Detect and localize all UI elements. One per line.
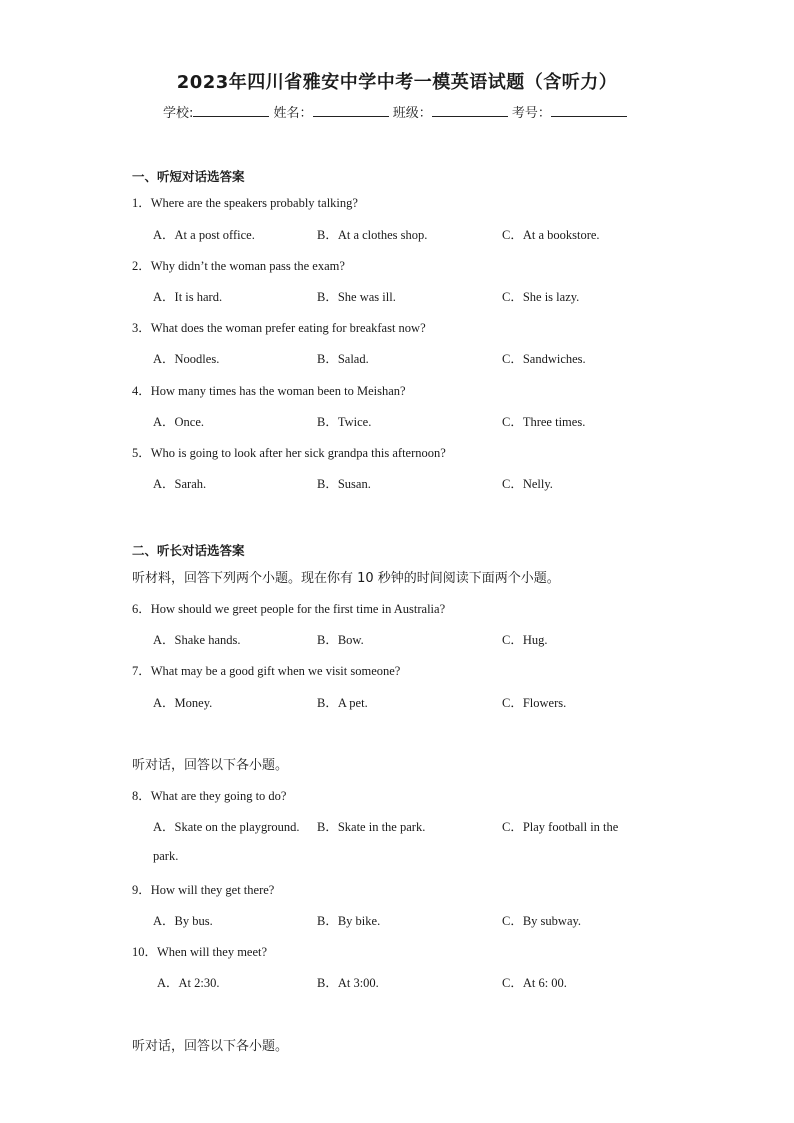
option-b: B．She was ill. [317, 290, 396, 304]
option-c: C．Nelly. [502, 477, 553, 491]
question: 4．How many times has the woman been to Meishan? [132, 384, 406, 398]
option-b: B．By bike. [317, 914, 381, 928]
page-title: 2023年四川省雅安中学中考一模英语试题（含听力） [176, 72, 618, 93]
question: 7．What may be a good gift when we visit someone? [132, 664, 401, 678]
option-c-continuation: park. [153, 849, 179, 863]
option-b: B．Salad. [317, 352, 369, 366]
option-c: C．Play football in the [502, 820, 619, 834]
option-a: A．At 2:30. [157, 976, 220, 990]
option-a: A．Noodles. [153, 352, 220, 366]
option-a: A．By bus. [153, 914, 213, 928]
option-a: A．Once. [153, 415, 205, 429]
option-b: B．Susan. [317, 477, 371, 491]
instruction: 听材料，回答下列两个小题。现在你有 10 秒钟的时间阅读下面两个小题。 [132, 571, 560, 586]
exam-no-blank[interactable] [551, 102, 627, 117]
option-b: B．Twice. [317, 415, 372, 429]
option-a: A．Sarah. [153, 477, 207, 491]
school-blank[interactable] [193, 102, 269, 117]
question: 5．Who is going to look after her sick grandpa this afternoon? [132, 446, 446, 460]
option-c: C．Three times. [502, 415, 586, 429]
option-c: C．At a bookstore. [502, 228, 600, 242]
class-blank[interactable] [432, 102, 508, 117]
option-c: C．At 6: 00. [502, 976, 567, 990]
name-label: 姓名： [273, 106, 313, 121]
question: 1．Where are the speakers probably talking? [132, 196, 358, 210]
instruction: 听对话，回答以下各小题。 [132, 1039, 289, 1054]
option-c: C．By subway. [502, 914, 582, 928]
student-info-line [163, 102, 627, 121]
option-b: B．At a clothes shop. [317, 228, 428, 242]
option-c: C．Sandwiches. [502, 352, 586, 366]
option-a: A．Shake hands. [153, 633, 241, 647]
section-heading: 一、听短对话选答案 [132, 169, 245, 184]
question: 10．When will they meet? [132, 945, 268, 959]
option-a: A．Money. [153, 696, 213, 710]
option-c: C．Flowers. [502, 696, 567, 710]
option-b: B．A pet. [317, 696, 368, 710]
section-heading: 二、听长对话选答案 [132, 543, 245, 558]
class-label: 班级： [392, 106, 432, 121]
name-blank[interactable] [313, 102, 389, 117]
option-b: B．At 3:00. [317, 976, 379, 990]
option-a: A．It is hard. [153, 290, 223, 304]
question: 9．How will they get there? [132, 883, 275, 897]
question: 2．Why didn’t the woman pass the exam? [132, 259, 345, 273]
option-a: A．Skate on the playground. [153, 820, 300, 834]
exam-no-label: 考号： [511, 106, 551, 121]
instruction: 听对话，回答以下各小题。 [132, 758, 289, 773]
option-b: B．Bow. [317, 633, 364, 647]
option-c: C．Hug. [502, 633, 548, 647]
question: 3．What does the woman prefer eating for breakfast now? [132, 321, 426, 335]
school-label: 学校: [163, 106, 194, 121]
option-c: C．She is lazy. [502, 290, 580, 304]
option-b: B．Skate in the park. [317, 820, 426, 834]
option-a: A．At a post office. [153, 228, 255, 242]
question: 6．How should we greet people for the first time in Australia? [132, 602, 446, 616]
question: 8．What are they going to do? [132, 789, 287, 803]
